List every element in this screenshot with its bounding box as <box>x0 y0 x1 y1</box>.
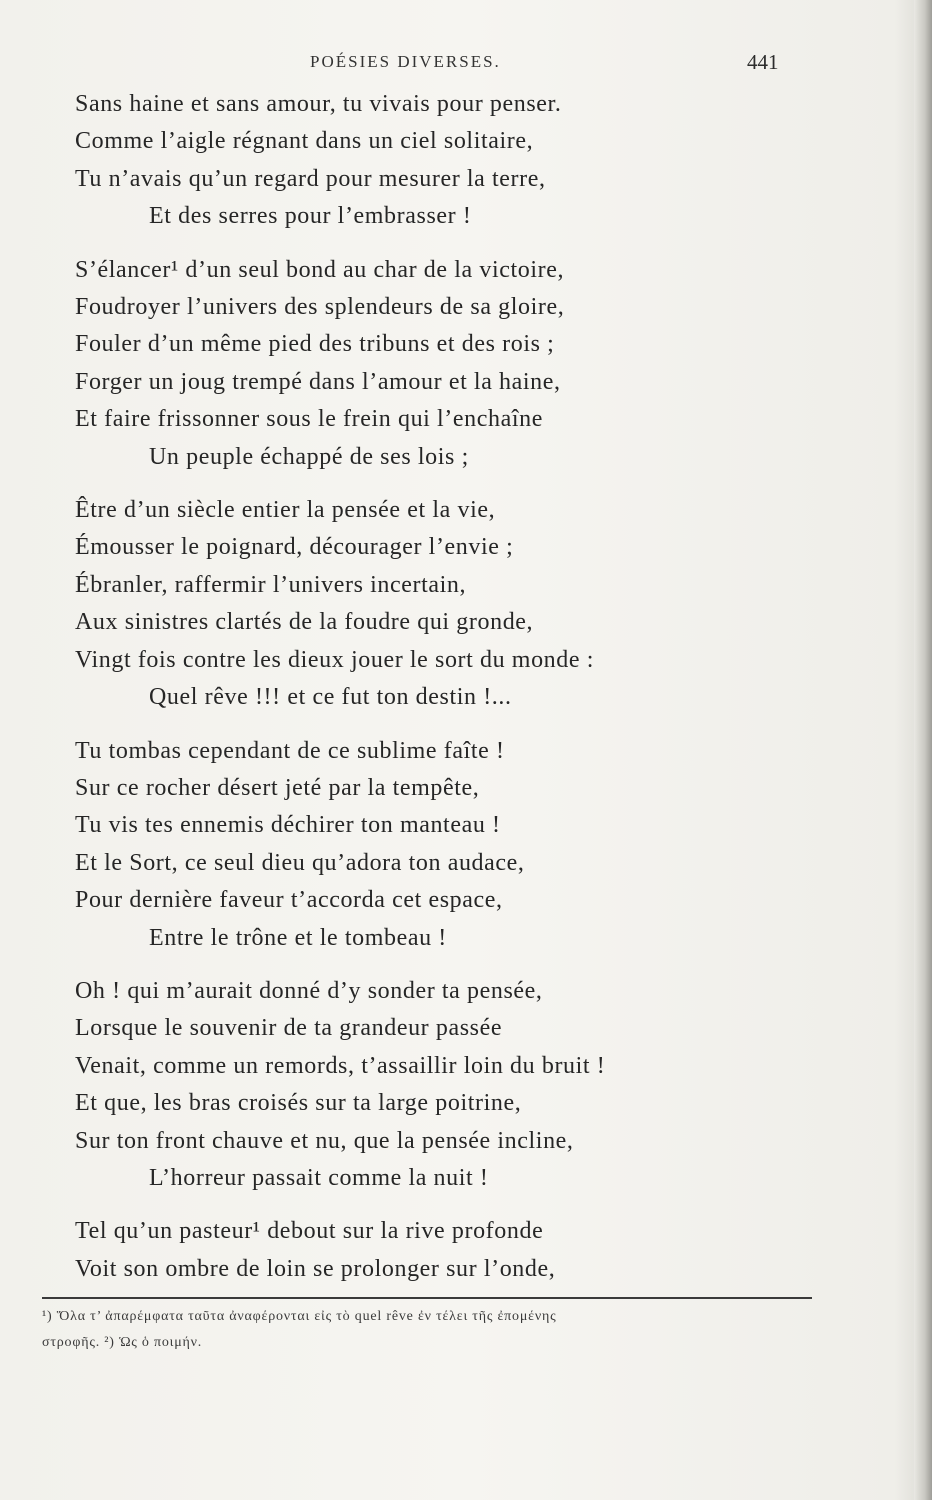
verse-line: Et que, les bras croisés sur ta large poitrine, <box>75 1090 522 1117</box>
verse-line: Vingt fois contre les dieux jouer le sort du monde : <box>75 646 594 673</box>
running-title: POÉSIES DIVERSES. <box>310 52 501 71</box>
stanza <box>75 86 795 236</box>
verse-line: Tu vis tes ennemis déchirer ton manteau ! <box>75 812 501 839</box>
stanza <box>75 733 795 957</box>
verse-line: Oh ! qui m’aurait donné d’y sonder ta pensée, <box>75 977 543 1004</box>
verse-line-indented: Un peuple échappé de ses lois ; <box>149 443 469 470</box>
footnote-line: στροφῆς. ²) Ὡς ὁ ποιμήν. <box>42 1335 203 1350</box>
verse-line: Tu tombas cependant de ce sublime faîte ! <box>75 737 505 764</box>
verse-line: Lorsque le souvenir de ta grandeur passée <box>75 1015 503 1042</box>
verse-line: Et faire frissonner sous le frein qui l’enchaîne <box>75 406 543 433</box>
verse-line: Sans haine et sans amour, tu vivais pour penser. <box>75 91 562 117</box>
verse-line: Tu n’avais qu’un regard pour mesurer la terre, <box>75 165 546 192</box>
verse-line: Foudroyer l’univers des splendeurs de sa gloire, <box>75 294 565 321</box>
footnote-divider <box>42 1297 812 1299</box>
verse-line: Venait, comme un remords, t’assaillir loin du bruit ! <box>75 1052 606 1079</box>
page-number: 441 <box>747 50 779 74</box>
verse-line: Sur ce rocher désert jeté par la tempête, <box>75 774 480 801</box>
verse-line: Sur ton front chauve et nu, que la pensée incline, <box>75 1127 574 1154</box>
verse-line: Voit son ombre de loin se prolonger sur l’onde, <box>75 1255 556 1282</box>
verse-line: S’élancer¹ d’un seul bond au char de la victoire, <box>75 256 565 283</box>
verse-line: Fouler d’un même pied des tribuns et des rois ; <box>75 331 555 358</box>
poem-body <box>75 86 795 1304</box>
verse-line-indented: L’horreur passait comme la nuit ! <box>149 1164 489 1191</box>
verse-line: Comme l’aigle régnant dans un ciel solitaire, <box>75 128 534 155</box>
footnote-line: ¹) Ὅλα τ’ ἀπαρέμφατα ταῦτα ἀναφέρονται εἰς τὸ quel rêve ἐν τέλει τῆς ἐπομένης <box>42 1309 557 1324</box>
footnotes <box>42 1304 822 1356</box>
verse-line: Pour dernière faveur t’accorda cet espace, <box>75 887 503 914</box>
stanza <box>75 1213 795 1288</box>
stanza <box>75 973 795 1197</box>
page-spine-shadow <box>914 0 932 1500</box>
verse-line: Aux sinistres clartés de la foudre qui gronde, <box>75 609 534 636</box>
verse-line-indented: Et des serres pour l’embrasser ! <box>149 203 472 230</box>
stanza <box>75 492 795 716</box>
verse-line: Émousser le poignard, décourager l’envie ; <box>75 534 514 561</box>
verse-line: Et le Sort, ce seul dieu qu’adora ton audace, <box>75 849 525 876</box>
verse-line: Forger un joug trempé dans l’amour et la haine, <box>75 368 561 395</box>
verse-line: Tel qu’un pasteur¹ debout sur la rive profonde <box>75 1218 544 1245</box>
verse-line: Être d’un siècle entier la pensée et la vie, <box>75 497 496 524</box>
stanza <box>75 252 795 476</box>
page-header <box>0 50 932 80</box>
verse-line: Ébranler, raffermir l’univers incertain, <box>75 571 467 598</box>
verse-line-indented: Quel rêve !!! et ce fut ton destin !... <box>149 684 512 711</box>
verse-line-indented: Entre le trône et le tombeau ! <box>149 924 447 951</box>
